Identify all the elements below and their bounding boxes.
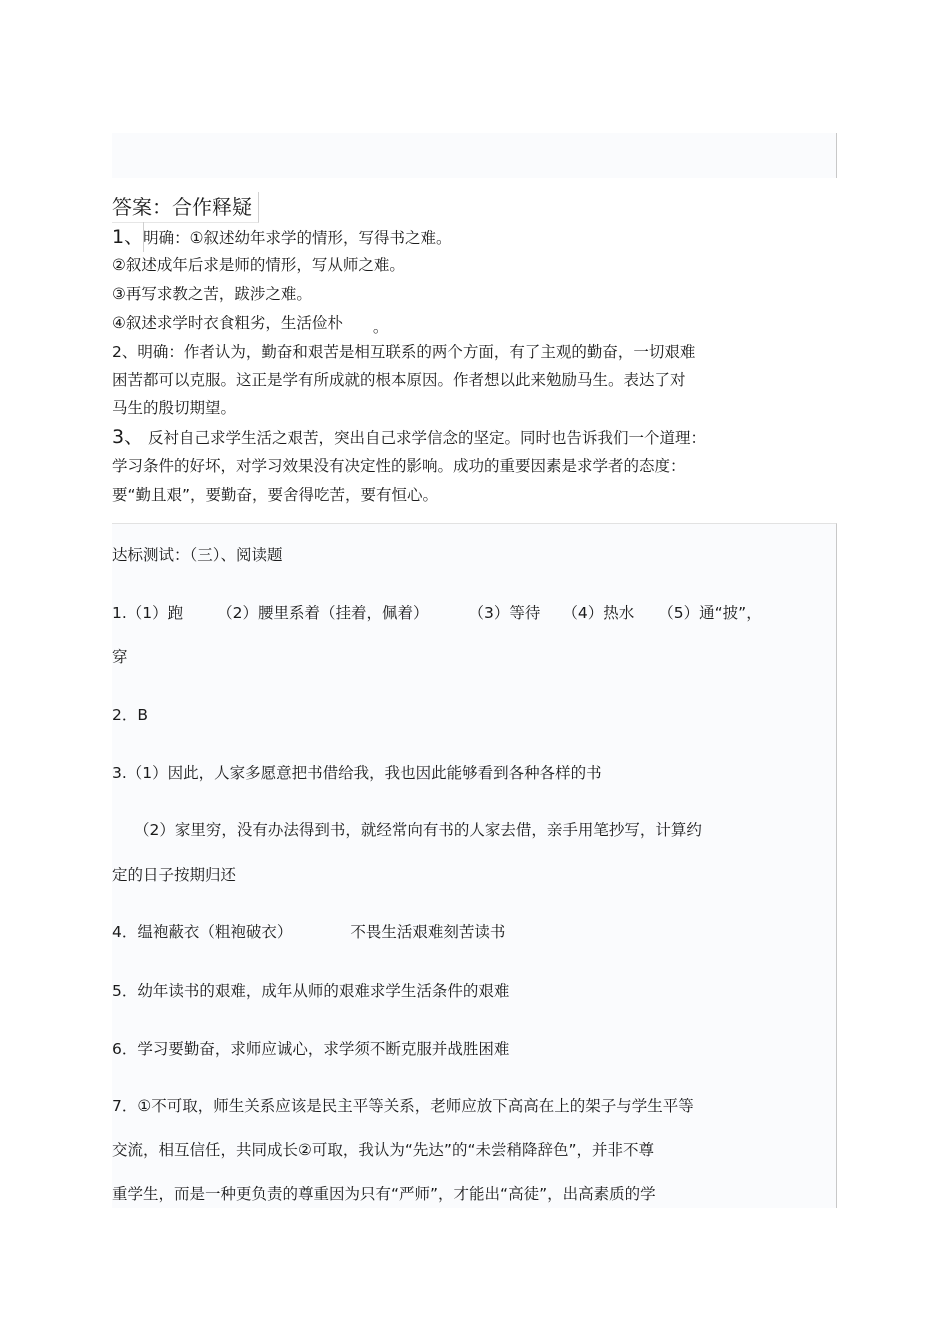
q4-part-2: 不畏生活艰难刻苦读书 <box>350 923 506 941</box>
answer-line-6 <box>112 369 686 391</box>
question-1 <box>112 602 762 624</box>
q1-part-4: （4）热水 <box>562 604 635 622</box>
answer-heading: 答案：合作释疑 <box>112 192 259 223</box>
answer-text: 要“勤且艰”，要勤奋，要舍得吃苦，要有恒心。 <box>112 486 439 504</box>
question-4 <box>112 921 505 943</box>
answer-line-4 <box>112 312 388 334</box>
answer-line-5 <box>112 341 695 363</box>
question-2: 2．B <box>112 706 148 724</box>
top-blank-box <box>112 133 837 178</box>
question-1-cont: 穿 <box>112 648 128 666</box>
answer-text: 困苦都可以克服。这正是学有所成就的根本原因。作者想以此来勉励马生。表达了对 <box>112 371 686 389</box>
q1-part-3: （3）等待 <box>468 604 541 622</box>
answer-text: 2、明确：作者认为，勤奋和艰苦是相互联系的两个方面，有了主观的勤奋，一切艰难 <box>112 343 696 361</box>
question-3-line-2: （2）家里穷，没有办法得到书，就经常向有书的人家去借，亲手用笔抄写，计算约 <box>134 821 702 839</box>
question-3-line-1: 3.（1）因此，人家多愿意把书借给我，我也因此能够看到各种各样的书 <box>112 764 602 782</box>
answer-text: ②叙述成年后求是师的情形，写从师之难。 <box>112 256 405 274</box>
question-5: 5．幼年读书的艰难，成年从师的艰难求学生活条件的艰难 <box>112 982 510 1000</box>
answer-text: 学习条件的好坏，对学习效果没有决定性的影响。成功的重要因素是求学者的态度： <box>112 457 686 475</box>
question-6: 6．学习要勤奋，求师应诚心，求学须不断克服并战胜困难 <box>112 1040 510 1058</box>
answer-line-7 <box>112 397 236 419</box>
answer-text: ③再写求教之苦，跋涉之难。 <box>112 285 312 303</box>
answer-line-8 <box>112 426 706 449</box>
answer-number: 3、 <box>112 426 144 448</box>
answer-line-3 <box>112 283 312 305</box>
answer-line-9 <box>112 455 686 477</box>
test-section <box>112 523 837 1208</box>
question-3-line-3: 定的日子按期归还 <box>112 866 237 884</box>
question-7-line-3: 重学生，而是一种更负责的尊重因为只有“严师”，才能出“高徒”，出高素质的学 <box>112 1185 656 1203</box>
answer-text: 马生的殷切期望。 <box>112 399 237 417</box>
test-title: 达标测试：（三）、阅读题 <box>112 546 283 564</box>
q1-part-5: （5）通“披”， <box>658 604 762 622</box>
answer-text: ④叙述求学时衣食粗劣，生活俭朴 <box>112 314 343 332</box>
answer-line-1 <box>112 226 452 249</box>
question-7-line-2: 交流，相互信任，共同成长②可取，我认为“先达”的“未尝稍降辞色”，并非不尊 <box>112 1141 655 1159</box>
q1-part-2: （2）腰里系着（挂着，佩着） <box>217 604 429 622</box>
question-7-line-1: 7．①不可取，师生关系应该是民主平等关系，老师应放下高高在上的架子与学生平等 <box>112 1097 694 1115</box>
answer-tail: 。 <box>372 318 389 336</box>
answer-line-10 <box>112 484 438 506</box>
answer-number: 1、 <box>112 226 144 248</box>
answer-text: 明确：①叙述幼年求学的情形，写得书之难。 <box>143 229 452 247</box>
q4-part-1: 4．缊袍蔽衣（粗袍破衣） <box>112 923 293 941</box>
answer-text: 反衬自己求学生活之艰苦，突出自己求学信念的坚定。同时也告诉我们一个道理： <box>143 429 707 447</box>
answer-line-2 <box>112 254 405 276</box>
q1-part-1: 1.（1）跑 <box>112 604 184 622</box>
